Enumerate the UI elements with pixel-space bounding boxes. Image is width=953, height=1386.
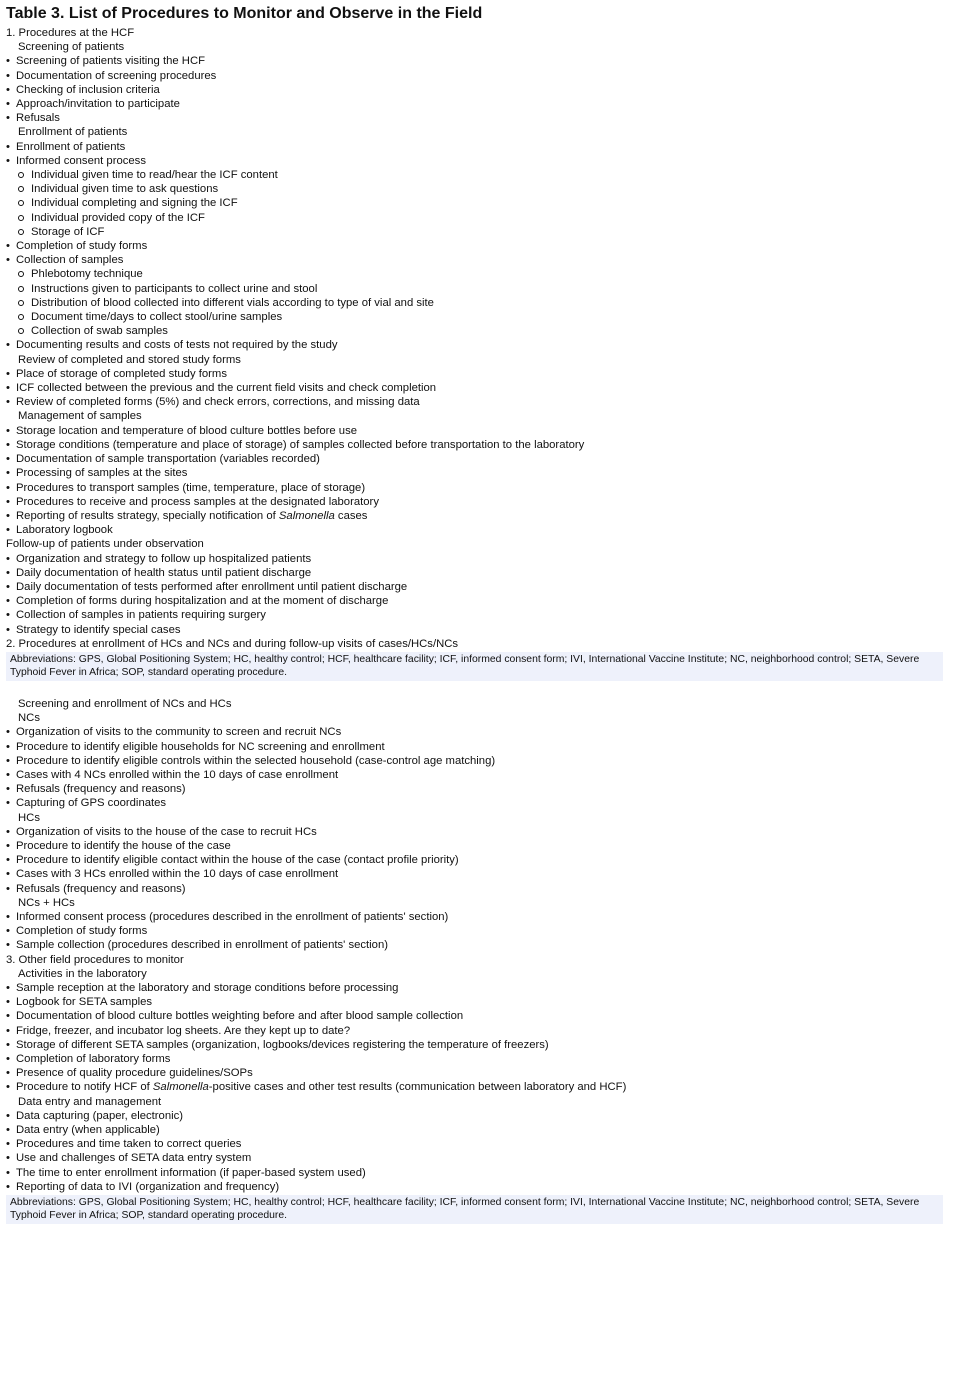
list-item: • Presence of quality procedure guidelines/SOPs bbox=[6, 1066, 947, 1080]
list-item: • Documentation of screening procedures bbox=[6, 69, 947, 83]
list-item: • Organization and strategy to follow up hospitalized patients bbox=[6, 552, 947, 566]
list-item: • Reporting of data to IVI (organization and frequency) bbox=[6, 1180, 947, 1194]
abbreviations-note-2: Abbreviations: GPS, Global Positioning System; HC, healthy control; HCF, healthcare facility; ICF, informed consent form; IVI, International Vaccine Institute; NC, neighborhood control; SETA, Severe Typhoid Fever in Africa; SOP, standard operating procedure. bbox=[6, 1195, 943, 1224]
subsection-heading: Management of samples bbox=[18, 410, 142, 423]
procedure-list-part-2 bbox=[6, 697, 947, 1194]
abbreviations-note-1: Abbreviations: GPS, Global Positioning System; HC, healthy control; HCF, healthcare facility; ICF, informed consent form; IVI, International Vaccine Institute; NC, neighborhood control; SETA, Severe Typhoid Fever in Africa; SOP, standard operating procedure. bbox=[6, 652, 943, 681]
sub-list-item: Instructions given to participants to collect urine and stool bbox=[6, 282, 947, 296]
list-item: • Procedures to transport samples (time, temperature, place of storage) bbox=[6, 481, 947, 495]
list-item: • Collection of samples bbox=[6, 253, 947, 267]
list-item: • Collection of samples in patients requiring surgery bbox=[6, 608, 947, 622]
list-item: • Informed consent process bbox=[6, 154, 947, 168]
list-item: • Storage location and temperature of blood culture bottles before use bbox=[6, 424, 947, 438]
list-item: • Sample reception at the laboratory and storage conditions before processing bbox=[6, 981, 947, 995]
list-item: • Completion of study forms bbox=[6, 239, 947, 253]
list-item: • Enrollment of patients bbox=[6, 140, 947, 154]
sub-list-item: Storage of ICF bbox=[6, 225, 947, 239]
list-item: • Screening of patients visiting the HCF bbox=[6, 54, 947, 68]
list-item: • Informed consent process (procedures described in the enrollment of patients' section) bbox=[6, 910, 947, 924]
list-item: • Storage conditions (temperature and place of storage) of samples collected before transportation to the laboratory bbox=[6, 438, 947, 452]
sub-list-item: Individual given time to ask questions bbox=[6, 182, 947, 196]
list-item: • Documentation of sample transportation (variables recorded) bbox=[6, 452, 947, 466]
section-heading: 3. Other field procedures to monitor bbox=[6, 953, 184, 966]
list-item: • Cases with 4 NCs enrolled within the 10 days of case enrollment bbox=[6, 768, 947, 782]
subsection-heading: NCs bbox=[18, 712, 40, 725]
section-heading: 2. Procedures at enrollment of HCs and NCs and during follow-up visits of cases/HCs/NCs bbox=[6, 637, 459, 650]
list-item: • Data entry (when applicable) bbox=[6, 1123, 947, 1137]
list-item: • Processing of samples at the sites bbox=[6, 466, 947, 480]
list-item: • Data capturing (paper, electronic) bbox=[6, 1109, 947, 1123]
list-item: • Organization of visits to the community to screen and recruit NCs bbox=[6, 725, 947, 739]
list-item: • Organization of visits to the house of the case to recruit HCs bbox=[6, 825, 947, 839]
list-item: • Review of completed forms (5%) and check errors, corrections, and missing data bbox=[6, 395, 947, 409]
list-item: • Refusals (frequency and reasons) bbox=[6, 782, 947, 796]
subsection-heading: Enrollment of patients bbox=[18, 126, 128, 139]
section-heading: Follow-up of patients under observation bbox=[6, 538, 204, 551]
list-item: • Procedure to identify eligible controls within the selected household (case-control age matching) bbox=[6, 754, 947, 768]
list-item: • ICF collected between the previous and the current field visits and check completion bbox=[6, 381, 947, 395]
list-item: • Storage of different SETA samples (organization, logbooks/devices registering the temperature of freezers) bbox=[6, 1038, 947, 1052]
subsection-heading: Screening of patients bbox=[18, 41, 125, 54]
list-item: • Documentation of blood culture bottles weighting before and after blood sample collection bbox=[6, 1009, 947, 1023]
list-item: • Refusals (frequency and reasons) bbox=[6, 882, 947, 896]
sub-list-item: Phlebotomy technique bbox=[6, 267, 947, 281]
list-item: • Reporting of results strategy, specially notification of Salmonella cases bbox=[6, 509, 947, 523]
list-item: • Approach/invitation to participate bbox=[6, 97, 947, 111]
subsection-heading: NCs + HCs bbox=[18, 896, 75, 909]
subsection-heading: Screening and enrollment of NCs and HCs bbox=[18, 697, 232, 710]
list-item: • Strategy to identify special cases bbox=[6, 623, 947, 637]
list-item: • Fridge, freezer, and incubator log sheets. Are they kept up to date? bbox=[6, 1024, 947, 1038]
list-item: • Checking of inclusion criteria bbox=[6, 83, 947, 97]
list-item: • Sample collection (procedures described in enrollment of patients' section) bbox=[6, 938, 947, 952]
list-item: • Completion of forms during hospitalization and at the moment of discharge bbox=[6, 594, 947, 608]
sub-list-item: Individual completing and signing the ICF bbox=[6, 196, 947, 210]
list-item: • Procedure to identify eligible households for NC screening and enrollment bbox=[6, 740, 947, 754]
list-item: • Procedure to notify HCF of Salmonella-positive cases and other test results (communication between laboratory and HCF) bbox=[6, 1080, 947, 1094]
table-title: Table 3. List of Procedures to Monitor and Observe in the Field bbox=[6, 5, 483, 22]
list-item: • Use and challenges of SETA data entry system bbox=[6, 1151, 947, 1165]
list-item: • Logbook for SETA samples bbox=[6, 995, 947, 1009]
subsection-heading: Activities in the laboratory bbox=[18, 967, 147, 980]
procedure-list-part-1 bbox=[6, 26, 947, 651]
list-item: • Laboratory logbook bbox=[6, 523, 947, 537]
list-item: • The time to enter enrollment information (if paper-based system used) bbox=[6, 1166, 947, 1180]
list-item: • Procedure to identify the house of the case bbox=[6, 839, 947, 853]
list-item: • Procedures and time taken to correct queries bbox=[6, 1137, 947, 1151]
list-item: • Daily documentation of health status until patient discharge bbox=[6, 566, 947, 580]
subsection-heading: Data entry and management bbox=[18, 1095, 162, 1108]
list-item: • Completion of laboratory forms bbox=[6, 1052, 947, 1066]
list-item: • Documenting results and costs of tests not required by the study bbox=[6, 338, 947, 352]
sub-list-item: Distribution of blood collected into different vials according to type of vial and site bbox=[6, 296, 947, 310]
list-item: • Place of storage of completed study forms bbox=[6, 367, 947, 381]
sub-list-item: Collection of swab samples bbox=[6, 324, 947, 338]
sub-list-item: Document time/days to collect stool/urine samples bbox=[6, 310, 947, 324]
list-item: • Refusals bbox=[6, 111, 947, 125]
subsection-heading: Review of completed and stored study forms bbox=[18, 353, 241, 366]
list-item: • Cases with 3 HCs enrolled within the 10 days of case enrollment bbox=[6, 867, 947, 881]
section-heading: 1. Procedures at the HCF bbox=[6, 27, 135, 39]
list-item: • Completion of study forms bbox=[6, 924, 947, 938]
sub-list-item: Individual given time to read/hear the ICF content bbox=[6, 168, 947, 182]
list-item: • Procedures to receive and process samples at the designated laboratory bbox=[6, 495, 947, 509]
list-item: • Capturing of GPS coordinates bbox=[6, 796, 947, 810]
list-item: • Daily documentation of tests performed after enrollment until patient discharge bbox=[6, 580, 947, 594]
sub-list-item: Individual provided copy of the ICF bbox=[6, 211, 947, 225]
list-item: • Procedure to identify eligible contact within the house of the case (contact profile priority) bbox=[6, 853, 947, 867]
subsection-heading: HCs bbox=[18, 811, 40, 824]
